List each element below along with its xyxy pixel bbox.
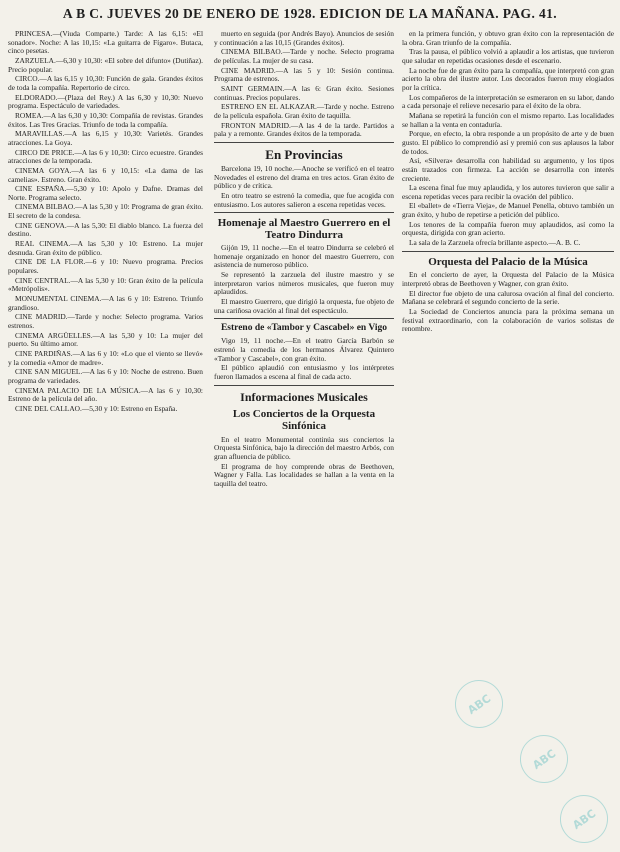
divider <box>214 318 394 319</box>
paragraph: En el concierto de ayer, la Orquesta del Palacio de la Música interpretó obras de Beethoven y Wagner, con gran éxito. <box>402 270 614 288</box>
paragraph: PRINCESA.—(Viuda Comparte.) Tarde: A las 6,15: «El sonador». Noche: A las 10,15: «La guitarra de Fígaro». Butaca, cinco pesetas. <box>8 30 203 56</box>
paragraph: CINEMA PALACIO DE LA MÚSICA.—A las 6 y 10,30: Estreno de la película del año. <box>8 385 203 404</box>
paragraph: CINE MADRID.—A las 5 y 10: Sesión continua. Programa de estrenos. <box>214 65 394 84</box>
paragraph: en la primera función, y obtuvo gran éxito con la representación de la obra. Gran triunfo de la compañía. <box>402 30 614 47</box>
paragraph: CIRCO DE PRICE.—A las 6 y 10,30: Circo ecuestre. Grandes atracciones de la temporada. <box>8 147 203 166</box>
paragraph: CINE DE LA FLOR.—6 y 10: Nuevo programa. Precios populares. <box>8 257 203 276</box>
orquesta-article <box>402 271 614 334</box>
paragraph: ROMEA.—A las 6,30 y 10,30: Compañía de revistas. Grandes éxitos. Las Tres Gracias. Triunfo de toda la compañía. <box>8 110 203 129</box>
paragraph: La sala de la Zarzuela ofrecía brillante aspecto.—A. B. C. <box>409 238 581 248</box>
divider <box>214 385 394 386</box>
heading-conciertos-orquesta: Los Conciertos de la Orquesta Sinfónica <box>232 407 376 433</box>
heading-orquesta-palacio-musica: Orquesta del Palacio de la Música <box>428 255 588 268</box>
paragraph: MONUMENTAL CINEMA.—A las 6 y 10: Estreno. Triunfo grandioso. <box>8 294 203 312</box>
paragraph: El maestro Guerrero, que dirigió la orquesta, fue objeto de una cariñosa ovación al final del espectáculo. <box>214 297 394 315</box>
paragraph: Tras la pausa, el público volvió a aplaudir a los artistas, que tuvieron que saludar en repetidas ocasiones desde el escenario. <box>402 47 614 65</box>
paragraph: ELDORADO.—(Plaza del Rey.) A las 6,30 y 10,30: Nuevo programa. Espectáculo de variedades. <box>8 92 203 111</box>
paragraph: Los tenores de la compañía fueron muy aplaudidos, así como la orquesta, dirigida con gran acierto. <box>402 219 614 238</box>
column-3 <box>402 30 614 840</box>
watermark-stamp: ABC <box>511 726 578 793</box>
provincias-article <box>214 165 394 209</box>
paragraph: CINE PARDIÑAS.—A las 6 y 10: «Lo que el viento se llevó» y la comedia «Amor de madre». <box>8 348 203 367</box>
paragraph: Porque, en efecto, la obra responde a un propósito de arte y de buen gusto. El público lo comprendió así y premió con sus aplausos la labor de todos. <box>402 129 614 156</box>
paragraph: Gijón 19, 11 noche.—En el teatro Dindurra se celebró el homenaje organizado en honor del maestro Guerrero, con asistencia de numeroso público. <box>214 243 394 270</box>
paragraph: ZARZUELA.—6,30 y 10,30: «El sobre del difunto» (Dutiñaz). Precio popular. <box>8 55 203 74</box>
column-1 <box>8 30 203 840</box>
heading-homenaje: Homenaje al Maestro Guerrero en el Teatro Dindurra <box>217 217 391 242</box>
paragraph: Barcelona 19, 10 noche.—Anoche se verificó en el teatro Novedades el estreno del drama en tres actos. Gran éxito de público y de crítica. <box>214 163 394 191</box>
listings-list <box>8 30 203 414</box>
divider <box>214 142 394 143</box>
paragraph: CINEMA ARGÜELLES.—A las 5,30 y 10: La mujer del puerto. Su último amor. <box>8 330 203 349</box>
paragraph: CIRCO.—A las 6,15 y 10,30: Función de gala. Grandes éxitos de toda la compañía. Repertorio de circo. <box>8 74 203 92</box>
paragraph: CINEMA BILBAO.—Tarde y noche. Selecto programa de películas. La mujer de su casa. <box>214 47 394 65</box>
watermark-stamp: ABC <box>446 671 513 738</box>
paragraph: El director fue objeto de una calurosa ovación al final del concierto. Mañana se celebrará el segundo concierto de la serie. <box>402 288 614 307</box>
heading-informaciones-musicales: Informaciones Musicales <box>240 389 368 404</box>
paragraph: CINE SAN MIGUEL.—A las 6 y 10: Noche de estreno. Buen programa de variedades. <box>8 367 203 385</box>
paragraph: REAL CINEMA.—A las 5,30 y 10: Estreno. La mujer desnuda. Gran éxito de público. <box>8 239 203 257</box>
paragraph: Se representó la zarzuela del ilustre maestro y se interpretaron varios números musicales, que fueron muy aplaudidos. <box>214 270 394 297</box>
paragraph: CINE GENOVA.—A las 5,30: El diablo blanco. La fuerza del destino. <box>8 220 203 239</box>
paragraph: CINE MADRID.—Tarde y noche: Selecto programa. Varios estrenos. <box>8 312 203 330</box>
heading-en-provincias: En Provincias <box>265 146 343 162</box>
paragraph: ESTRENO EN EL ALKAZAR.—Tarde y noche. Estreno de la película española. Gran éxito de taquilla. <box>214 102 394 120</box>
paragraph: MARAVILLAS.—A las 6,15 y 10,30: Varietés. Grandes atracciones. La Goya. <box>8 129 203 147</box>
paragraph: SAINT GERMAIN.—A las 6: Gran éxito. Sesiones continuas. Precios populares. <box>214 83 394 102</box>
paragraph: CINE CENTRAL.—A las 5,30 y 10: Gran éxito de la película «Metrópolis». <box>8 275 203 294</box>
paragraph: El público aplaudió con entusiasmo y los intérpretes fueron llamados a escena al final de cada acto. <box>214 363 394 382</box>
paragraph: En otro teatro se estrenó la comedia, que fue acogida con entusiasmo. Los autores salieron a escena repetidas veces. <box>214 190 394 209</box>
paragraph: La escena final fue muy aplaudida, y los autores tuvieron que salir a escena repetidas veces para recibir la ovación del público. <box>402 183 614 201</box>
paragraph: Los compañeros de la interpretación se esmeraron en su labor, dando a cada personaje el relieve necesario para el éxito de la obra. <box>402 92 614 111</box>
paragraph: FRONTON MADRID.—A las 4 de la tarde. Partidos a pala y a remonte. Grandes éxitos de la temporada. <box>214 120 394 139</box>
running-head: A B C. JUEVES 20 DE ENERO DE 1928. EDICION DE LA MAÑANA. PAG. 41. <box>62 6 558 21</box>
tambor-article <box>214 337 394 381</box>
paragraph: Vigo 19, 11 noche.—En el teatro García Barbón se estrenó la comedia de los hermanos Álvarez Quintero «Tambor y Cascabel», con gran éxito. <box>214 336 394 363</box>
paragraph: El programa de hoy comprende obras de Beethoven, Wagner y Falla. Las localidades se hallan a la venta en la taquilla del teatro. <box>214 461 394 488</box>
conciertos-article <box>214 436 394 489</box>
paragraph: En el teatro Monumental continúa sus conciertos la Orquesta Sinfónica, bajo la dirección del maestro Arbós, con gran afluencia de público. <box>214 434 394 461</box>
divider <box>214 212 394 213</box>
homenaje-article <box>214 244 394 315</box>
paragraph: muerto en seguida (por Andrés Bayo). Anuncios de sesión y continuación a las 10,15 (Grandes éxitos). <box>214 30 394 47</box>
paragraph: CINEMA BILBAO.—A las 5,30 y 10: Programa de gran éxito. El secreto de la condesa. <box>8 202 203 221</box>
divider <box>402 251 614 252</box>
column-2 <box>214 30 394 840</box>
heading-tambor-y-cascabel: Estreno de «Tambor y Cascabel» en Vigo <box>220 323 388 334</box>
watermark-stamp: ABC <box>551 786 618 852</box>
paragraph: La noche fue de gran éxito para la compañía, que interpretó con gran acierto la obra del ilustre autor. Los decorados fueron muy elogiados por la crítica. <box>402 65 614 92</box>
paragraph: Mañana se repetirá la función con el mismo reparto. Las localidades se hallan a la venta en contaduría. <box>402 110 614 129</box>
paragraph: El «ballet» de «Tierra Vieja», de Manuel Penella, obtuvo también un gran éxito, y hubo de repetirse a petición del público. <box>402 201 614 220</box>
paragraph: CINEMA GOYA.—A las 6 y 10,15: «La dama de las camelias». Estreno. Gran éxito. <box>8 165 203 184</box>
review-article <box>402 30 614 248</box>
paragraph: CINE ESPAÑA.—5,30 y 10: Apolo y Dafne. Dramas del Norte. Programa selecto. <box>8 184 203 202</box>
listings-continued <box>214 30 394 139</box>
paragraph: Así, «Silvera» desarrolla con habilidad su argumento, y los tipos están trazados con firmeza. La acción se desarrolla con interés creciente. <box>402 156 614 183</box>
paragraph: La Sociedad de Conciertos anuncia para la próxima semana un festival extraordinario, con la colaboración de varios solistas de renombre. <box>402 306 614 334</box>
paragraph: CINE DEL CALLAO.—5,30 y 10: Estreno en España. <box>15 403 178 413</box>
